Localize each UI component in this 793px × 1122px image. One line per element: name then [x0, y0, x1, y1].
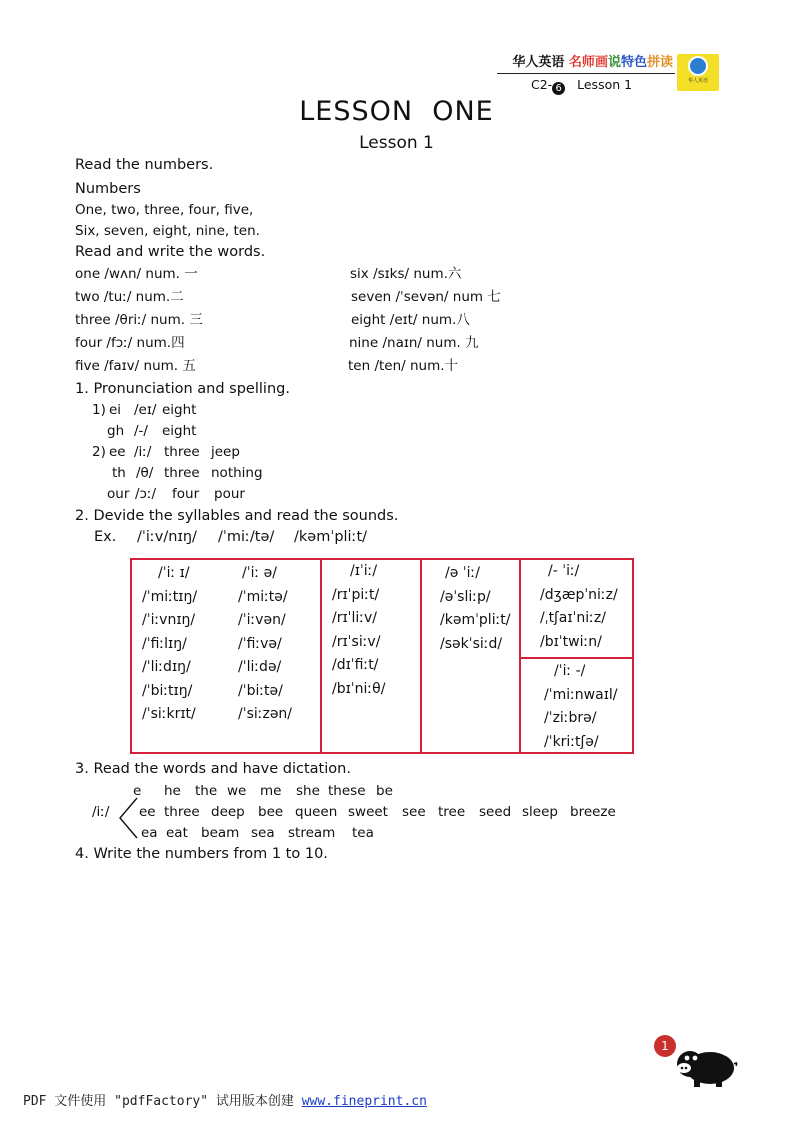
lesson-code — [531, 77, 632, 95]
table-cell: /ə ˈiː/ — [445, 565, 480, 581]
s1-word: eight — [162, 402, 197, 418]
spelling-word: we — [227, 783, 247, 799]
vocab-eight: eight /eɪt/ num.八 — [351, 312, 470, 328]
table-col-2 — [238, 562, 292, 727]
brand-title — [497, 55, 673, 71]
table-divider — [420, 560, 422, 752]
example-3: /kəmˈpliːt/ — [294, 529, 368, 545]
table-cell: /dʒæpˈniːz/ — [540, 586, 618, 603]
table-col-1 — [142, 562, 197, 727]
syllable-table — [130, 558, 634, 754]
spelling-word: queen — [295, 804, 338, 820]
table-divider — [320, 560, 322, 752]
header-rule — [497, 73, 675, 74]
spelling-word: e — [133, 783, 142, 799]
section2-heading: 2. Devide the syllables and read the sounds. — [75, 508, 399, 524]
section3-heading: 3. Read the words and have dictation. — [75, 761, 351, 777]
table-col-5-top — [540, 560, 618, 654]
table-divider — [519, 657, 632, 659]
s1-word: three — [164, 465, 200, 481]
table-cell: /ˈliːdɪŋ/ — [142, 659, 191, 675]
spelling-word: see — [402, 804, 426, 820]
table-cell: /ɪˈiː/ — [350, 563, 378, 579]
spelling-word: she — [296, 783, 320, 799]
s2-example-row — [94, 529, 368, 546]
brand-segment: 名师 — [568, 55, 595, 70]
vocab-four: four /fɔː/ num.四 — [75, 335, 185, 351]
example-2: /ˈmiː/tə/ — [218, 529, 275, 545]
page-subtitle: Lesson 1 — [359, 133, 434, 153]
spelling-word: breeze — [570, 804, 616, 820]
vocab-five: five /faɪv/ num. 五 — [75, 358, 196, 374]
table-cell: /ˈziːbrə/ — [544, 710, 597, 726]
pig-mascot-icon — [672, 1042, 738, 1090]
ex-label: Ex. — [94, 529, 117, 545]
table-cell: /bɪˈniːθ/ — [332, 680, 386, 697]
vocab-six: six /sɪks/ num.六 — [350, 266, 462, 282]
s1-sound: /ɔː/ — [135, 486, 157, 502]
spelling-word: these — [328, 783, 366, 799]
vocab-three: three /θriː/ num. 三 — [75, 312, 203, 328]
footer-link[interactable]: www.fineprint.cn — [301, 1094, 427, 1109]
table-cell: /ˈiː ɪ/ — [158, 565, 190, 581]
example-1: /ˈiːv/nɪŋ/ — [137, 529, 197, 545]
spelling-word: beam — [201, 825, 240, 841]
s1-row-1 — [92, 402, 197, 418]
spelling-word: be — [376, 783, 393, 799]
vocab-one: one /wʌn/ num. 一 — [75, 266, 198, 282]
s1-word: jeep — [211, 444, 240, 460]
spelling-word: me — [260, 783, 282, 799]
brand-segment: 特色 — [620, 55, 647, 70]
s1-num: 2) — [92, 444, 106, 460]
table-cell: /ˈmiːtə/ — [238, 588, 288, 605]
vocab-two: two /tuː/ num.二 — [75, 289, 184, 305]
numbers-label: Numbers — [75, 181, 141, 197]
spelling-word: seed — [479, 804, 512, 820]
section1-heading: 1. Pronunciation and spelling. — [75, 381, 290, 397]
table-cell: /ˈbiːtɪŋ/ — [142, 682, 193, 699]
table-cell: /ˌtʃaɪˈniːz/ — [540, 610, 606, 626]
spelling-word: eat — [166, 825, 188, 841]
s1-spell: ei — [109, 402, 122, 418]
vocab-nine: nine /naɪn/ num. 九 — [349, 335, 479, 351]
sound-label: /iː/ — [92, 804, 110, 820]
table-cell: /ˈkriːtʃə/ — [544, 733, 599, 750]
spelling-word: stream — [288, 825, 336, 841]
spelling-word: three — [164, 804, 200, 820]
s1-spell: gh — [107, 423, 125, 439]
table-cell: /səkˈsiːd/ — [440, 635, 503, 652]
s1-sound: /-/ — [134, 423, 148, 439]
brand-segment: 说 — [607, 55, 621, 70]
s1-sound: /θ/ — [136, 465, 154, 481]
table-col-5-bottom — [544, 660, 618, 754]
table-cell: /ˈmiːnwaɪl/ — [544, 686, 618, 703]
section4-heading: 4. Write the numbers from 1 to 10. — [75, 846, 328, 862]
s1-spell: ee — [109, 444, 126, 460]
table-cell: /ˈiː ə/ — [242, 565, 277, 581]
brand-segment: 画 — [594, 55, 608, 70]
pdf-footer — [23, 1094, 427, 1110]
table-cell: /rɪˈliːv/ — [332, 610, 378, 626]
logo-text: 华人英语 — [687, 78, 708, 84]
spelling-word: bee — [258, 804, 284, 820]
spelling-word: deep — [211, 804, 245, 820]
vocab-seven: seven /ˈsevən/ num 七 — [351, 289, 501, 305]
numbers-line-2: Six, seven, eight, nine, ten. — [75, 223, 260, 239]
brand-segment: 拼读 — [646, 55, 673, 70]
table-cell: /- ˈiː/ — [548, 563, 580, 579]
table-cell: /ˈbiːtə/ — [238, 682, 283, 699]
page-number-badge: 1 — [654, 1035, 676, 1057]
s1-row-3 — [92, 444, 240, 460]
s1-word: four — [172, 486, 200, 502]
s1-num: 1) — [92, 402, 106, 418]
table-cell: /ˈiː -/ — [554, 663, 586, 679]
table-cell: /ˈfiːlɪŋ/ — [142, 635, 187, 652]
heading-read-write: Read and write the words. — [75, 244, 266, 260]
s1-word: pour — [214, 486, 245, 502]
table-cell: /əˈsliːp/ — [440, 588, 491, 605]
spelling-word: sleep — [522, 804, 558, 820]
s1-sound: /iː/ — [134, 444, 152, 460]
s1-word: three — [164, 444, 200, 460]
lesson-ref: Lesson 1 — [577, 77, 633, 92]
table-cell: /dɪˈfiːt/ — [332, 657, 379, 673]
table-col-3 — [332, 560, 385, 701]
table-cell: /bɪˈtwiːn/ — [540, 633, 602, 650]
s1-sound: /eɪ/ — [134, 402, 157, 418]
s1-word: nothing — [211, 465, 263, 481]
table-cell: /kəmˈpliːt/ — [440, 612, 511, 628]
brand-logo — [677, 54, 719, 91]
s1-spell: th — [112, 465, 126, 481]
spelling-word: tea — [352, 825, 374, 841]
table-cell: /rɪˈsiːv/ — [332, 633, 381, 650]
code-number-badge: 6 — [552, 82, 565, 95]
spelling-word: the — [195, 783, 218, 799]
table-cell: /ˈmiːtɪŋ/ — [142, 588, 198, 605]
brand-segment: 华人英语 — [512, 55, 569, 70]
code-prefix: C2- — [531, 77, 553, 92]
table-col-4 — [440, 562, 511, 656]
heading-read-numbers: Read the numbers. — [75, 157, 214, 173]
spelling-word: tree — [438, 804, 466, 820]
s1-word: eight — [162, 423, 197, 439]
logo-s-icon — [688, 56, 708, 76]
page-title: LESSON ONE — [299, 96, 494, 127]
table-cell: /ˈliːdə/ — [238, 659, 282, 675]
spelling-word: ea — [141, 825, 158, 841]
table-cell: /ˈsiːzən/ — [238, 706, 293, 722]
spelling-word: sea — [251, 825, 275, 841]
spelling-word: he — [164, 783, 181, 799]
table-cell: /ˈfiːvə/ — [238, 635, 282, 652]
table-cell: /rɪˈpiːt/ — [332, 586, 380, 603]
footer-text: PDF 文件使用 "pdfFactory" 试用版本创建 — [23, 1094, 302, 1109]
bracket-icon — [118, 797, 138, 839]
s1-spell: our — [107, 486, 130, 502]
table-cell: /ˈiːvən/ — [238, 612, 286, 628]
table-cell: /ˈsiːkrɪt/ — [142, 706, 196, 722]
spelling-word: ee — [139, 804, 156, 820]
table-cell: /ˈiːvnɪŋ/ — [142, 612, 196, 628]
spelling-word: sweet — [348, 804, 388, 820]
vocab-ten: ten /ten/ num.十 — [348, 358, 459, 374]
table-divider — [519, 560, 521, 752]
numbers-line-1: One, two, three, four, five, — [75, 202, 254, 218]
